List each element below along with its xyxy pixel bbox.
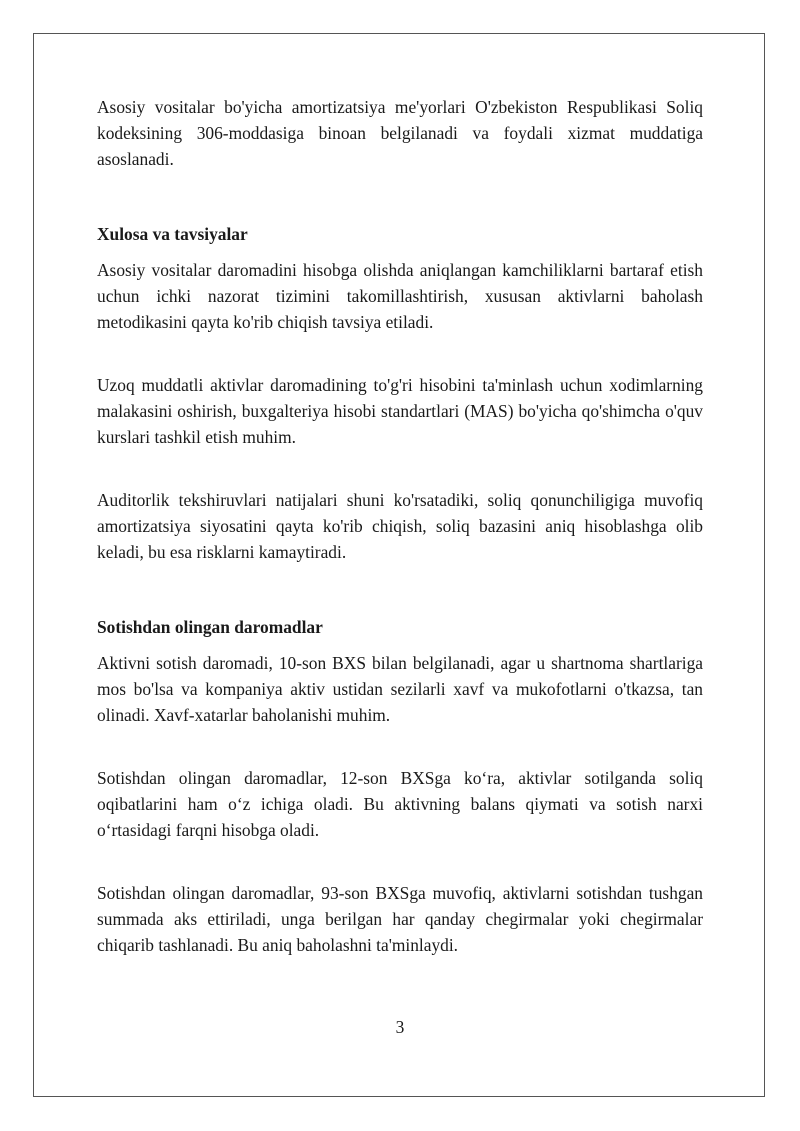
paragraph-amortization-norms: Asosiy vositalar bo'yicha amortizatsiya me'yorlari O'zbekiston Respublikasi Soliq kodeksining 306-moddasiga binoan belgilanadi va foydali xizmat muddatiga asoslanadi. — [97, 97, 703, 169]
paragraph-ias-12: Sotishdan olingan daromadlar, 12-son BXSga ko‘ra, aktivlar sotilganda soliq oqibatlarini ham o‘z ichiga oladi. Bu aktivning balans qiymati va sotish narxi o‘rtasidagi farqni hisobga oladi. — [97, 768, 703, 840]
heading-conclusions: Xulosa va tavsiyalar — [97, 224, 248, 244]
paragraph-audit-results: Auditorlik tekshiruvlari natijalari shuni ko'rsatadiki, soliq qonunchiligiga muvofiq amortizatsiya siyosatini qayta ko'rib chiqish, soliq bazasini aniq hisoblashga olib keladi, bu esa risklarni kamaytiradi. — [97, 490, 703, 562]
heading-sales-income: Sotishdan olingan daromadlar — [97, 617, 323, 637]
paragraph-staff-training: Uzoq muddatli aktivlar daromadining to'g'ri hisobini ta'minlash uchun xodimlarning malakasini oshirish, buxgalteriya hisobi standartlari (MAS) bo'yicha qo'shimcha o'quv kurslari tashkil etish muhim. — [97, 375, 703, 447]
paragraph-internal-control: Asosiy vositalar daromadini hisobga olishda aniqlangan kamchiliklarni bartaraf etish uchun ichki nazorat tizimini takomillashtirish, xususan aktivlarni baholash metodikasini qayta ko'rib chiqish tavsiya etiladi. — [97, 260, 703, 332]
paragraph-ias-93: Sotishdan olingan daromadlar, 93-son BXSga muvofiq, aktivlarni sotishdan tushgan summada aks ettiriladi, unga berilgan har qanday chegirmalar yoki chegirmalar chiqarib tashlanadi. Bu aniq baholashni ta'minlaydi. — [97, 883, 703, 955]
page-number: 3 — [395, 1017, 405, 1037]
paragraph-ias-10: Aktivni sotish daromadi, 10-son BXS bilan belgilanadi, agar u shartnoma shartlariga mos bo'lsa va kompaniya aktiv ustidan sezilarli xavf va mukofotlarni o'tkazsa, tan olinadi. Xavf-xatarlar baholanishi muhim. — [97, 653, 703, 725]
document-body — [97, 94, 703, 958]
